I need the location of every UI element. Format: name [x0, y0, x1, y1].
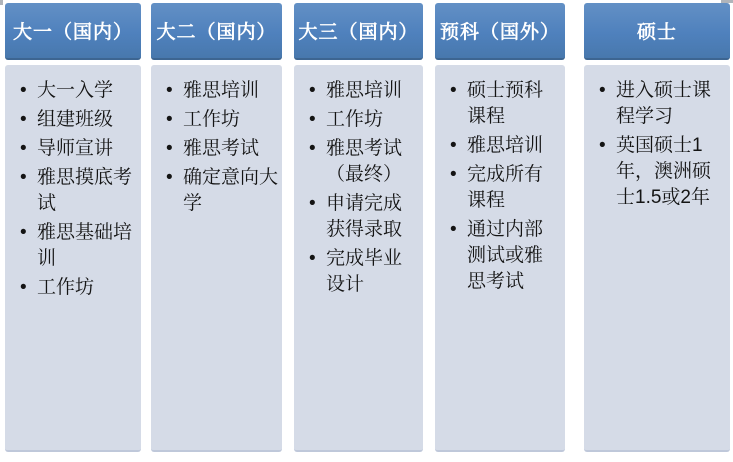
list-item: • 雅思培训: [305, 78, 419, 104]
stage-list-year3: [294, 65, 423, 298]
stage-header-year3: 大三（国内）: [294, 3, 423, 60]
stage-column-year2: [151, 3, 282, 452]
list-item: • 导师宣讲: [16, 136, 137, 162]
stage-list-year1: [5, 65, 141, 301]
list-item: • 完成所有课程: [446, 162, 561, 214]
stage-header-year1: 大一（国内）: [5, 3, 141, 60]
stage-list-foundation: [435, 65, 565, 295]
list-item: • 大一入学: [16, 78, 137, 104]
list-item: • 硕士预科课程: [446, 78, 561, 130]
stage-list-year2: [151, 65, 282, 217]
list-item: • 雅思培训: [162, 78, 278, 104]
list-item: • 英国硕士1年，澳洲硕士1.5或2年: [595, 133, 726, 211]
list-item: • 申请完成获得录取: [305, 191, 419, 243]
stage-header-year2: 大二（国内）: [151, 3, 282, 60]
screen-artifact-top-right: [721, 0, 733, 3]
list-item: • 雅思考试: [162, 136, 278, 162]
list-item: • 确定意向大学: [162, 165, 278, 217]
screen-artifact-top-left: [0, 0, 3, 5]
stage-column-foundation: [435, 3, 565, 452]
stage-header-foundation: 预科（国外）: [435, 3, 565, 60]
stage-panel-year3: [294, 65, 423, 452]
list-item: • 进入硕士课程学习: [595, 78, 726, 130]
stage-column-year1: [5, 3, 141, 452]
stage-panel-masters: [584, 65, 730, 452]
list-item: • 通过内部测试或雅思考试: [446, 217, 561, 295]
stage-list-masters: [584, 65, 730, 211]
stage-column-year3: [294, 3, 423, 452]
list-item: • 完成毕业设计: [305, 246, 419, 298]
stage-header-masters: 硕士: [584, 3, 730, 60]
list-item: • 工作坊: [162, 107, 278, 133]
list-item: • 雅思考试（最终）: [305, 136, 419, 188]
list-item: • 雅思培训: [446, 133, 561, 159]
stage-panel-foundation: [435, 65, 565, 452]
list-item: • 工作坊: [305, 107, 419, 133]
stage-column-masters: [584, 3, 730, 452]
list-item: • 雅思摸底考试: [16, 165, 137, 217]
list-item: • 雅思基础培训: [16, 220, 137, 272]
stage-panel-year2: [151, 65, 282, 452]
stage-panel-year1: [5, 65, 141, 452]
list-item: • 组建班级: [16, 107, 137, 133]
list-item: • 工作坊: [16, 275, 137, 301]
